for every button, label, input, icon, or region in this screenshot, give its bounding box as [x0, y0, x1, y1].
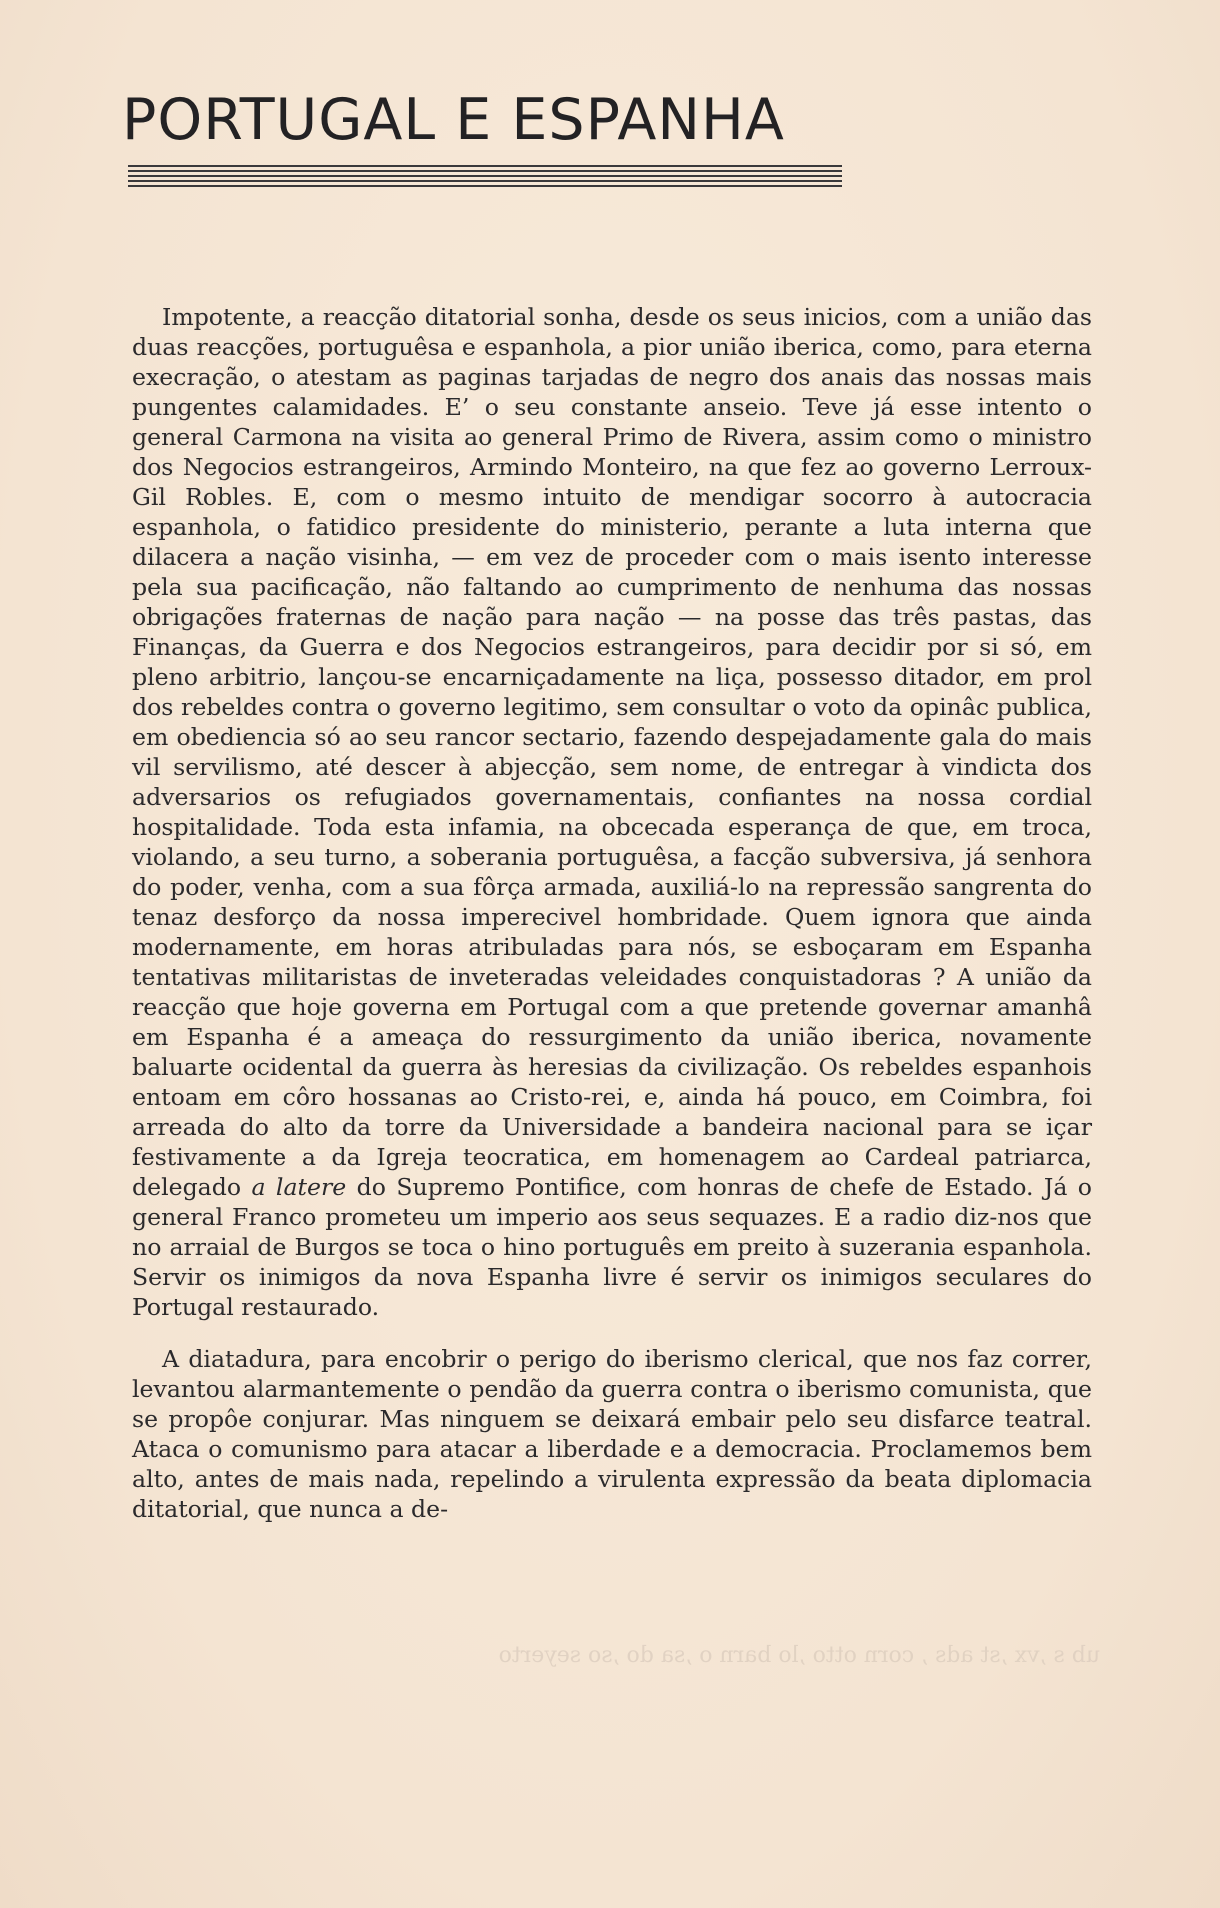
- paragraph-1-end: do Supremo Pontifice, com honras de chefe de Estado. Já o general Franco prometeu um imperio aos seus sequazes. E a radio diz-nos que no arraial de Burgos se toca o hino português em preito à suzerania espanhola. Servir os inimigos da nova Espanha livre é servir os inimigos seculares do Portugal restaurado.: [132, 1173, 1093, 1321]
- paragraph-1: [132, 302, 1092, 1322]
- article-body: [132, 302, 1092, 1524]
- bleed-through-text: ub s ,vx ,st ads , corn otto ,lo barn o ,sa do ,so seyerto: [498, 1643, 1100, 1668]
- rule-line: [128, 175, 842, 177]
- paragraph-2: A diatadura, para encobrir o perigo do iberismo clerical, que nos faz correr, levantou alarmantemente o pendão da guerra contra o iberismo comunista, que se propôe conjurar. Mas ninguem se deixará embair pelo seu disfarce teatral. Ataca o comunismo para atacar a liberdade e a democracia. Proclamemos bem alto, antes de mais nada, repelindo a virulenta expressão da beata diplomacia ditatorial, que nunca a de-: [132, 1345, 1092, 1523]
- rule-line: [128, 170, 842, 172]
- rule-line: [128, 185, 842, 187]
- page-title: PORTUGAL E ESPANHA: [122, 87, 785, 153]
- italic-phrase: a latere: [251, 1173, 347, 1201]
- title-underline-rules: [128, 165, 842, 190]
- rule-line: [128, 180, 842, 182]
- paragraph-1-text: Impotente, a reacção ditatorial sonha, desde os seus inicios, com a união das duas reacções, portuguêsa e espanhola, a pior união iberica, como, para eterna execração, o atestam as paginas tarjadas de negro dos anais das nossas mais pungentes calamidades. E’ o seu constante anseio. Teve já esse intento o general Carmona na visita ao general Primo de Rivera, assim como o ministro dos Negocios estrangeiros, Armindo Monteiro, na que fez ao governo Lerroux-Gil Robles. E, com o mesmo intuito de mendigar socorro à autocracia espanhola, o fatidico presidente do ministerio, perante a luta interna que dilacera a nação visinha, — em vez de proceder com o mais isento interesse pela sua pacificação, não faltando ao cumprimento de nenhuma das nossas obrigações fraternas de nação para nação — na posse das três pastas, das Finanças, da Guerra e dos Negocios estrangeiros, para decidir por si só, em pleno arbitrio, lançou-se encarniçadamente na liça, possesso ditador, em prol dos rebeldes contra o governo legitimo, sem consultar o voto da opinâc publica, em obediencia só ao seu rancor sectario, fazendo despejadamente gala do mais vil servilismo, até descer à abjecção, sem nome, de entregar à vindicta dos adversarios os refugiados governamentais, confiantes na nossa cordial hospitalidade. Toda esta infamia, na obcecada esperança de que, em troca, violando, a seu turno, a soberania portuguêsa, a facção subversiva, já senhora do poder, venha, com a sua fôrça armada, auxiliá-lo na repressão sangrenta do tenaz desforço da nossa imperecivel hombridade. Quem ignora que ainda modernamente, em horas atribuladas para nós, se esboçaram em Espanha tentativas militaristas de inveteradas veleidades conquistadoras ? A união da reacção que hoje governa em Portugal com a que pretende governar amanhâ em Espanha é a ameaça do ressurgimento da união iberica, novamente baluarte ocidental da guerra às heresias da civilização. Os rebeldes espanhois entoam em côro hossanas ao Cristo-rei, e, ainda há pouco, em Coimbra, foi arreada do alto da torre da Universidade a bandeira nacional para se içar festivamente a da Igreja teocratica, em homenagem ao Cardeal patriarca, delegado: [132, 303, 1092, 1201]
- rule-line: [128, 165, 842, 167]
